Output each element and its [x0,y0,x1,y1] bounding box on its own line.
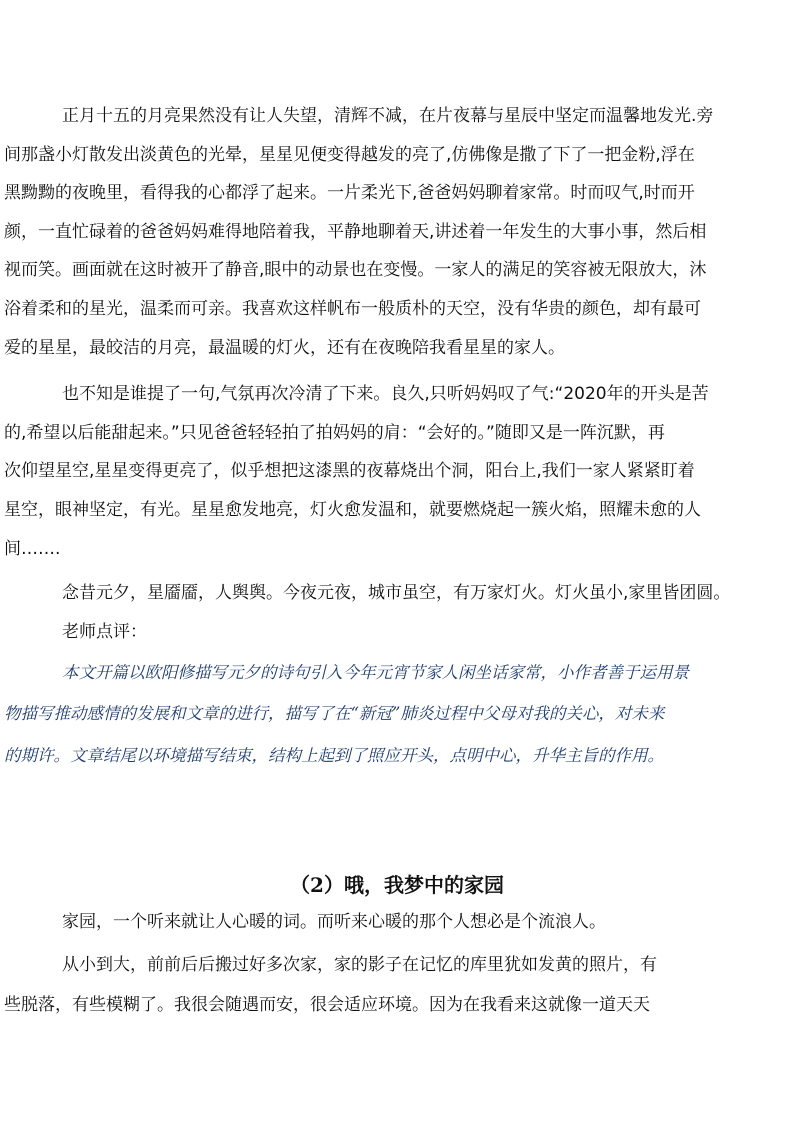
text-line: 念昔元夕，星靥靥，人舆舆。今夜元夜，城市虽空，有万家灯火。灯火虽小,家里皆团圆。 [62,583,731,603]
text-line: 颜，一直忙碌着的爸爸妈妈难得地陪着我，平静地聊着天,讲述着一年发生的大事小事，然后相 [4,222,707,242]
text-line: 些脱落，有些模糊了。我很会随遇而安，很会适应环境。因为在我看来这就像一道天天 [4,995,650,1015]
text-line: 也不知是谁提了一句,气氛再次冷清了下来。良久,只听妈妈叹了气:“2020年的开头是苦 [62,384,709,404]
comment-label: 老师点评： [62,622,147,642]
text-line: 次仰望星空,星星变得更亮了，似乎想把这漆黑的夜幕烧出个洞，阳台上,我们一家人紧紧盯着 [4,461,695,481]
text-line: 浴着柔和的星光，温柔而可亲。我喜欢这样帆布一般质朴的天空，没有华贵的颜色，却有最可 [4,299,701,319]
text-line: 视而笑。画面就在这时被开了静音,眼中的动景也在变慢。一家人的满足的笑容被无限放大，沐 [4,260,707,280]
text-line: 从小到大，前前后后搬过好多次家，家的影子在记忆的库里犹如发黄的照片，有 [62,955,657,975]
text-line: 黑黝黝的夜晚里，看得我的心都浮了起来。一片柔光下,爸爸妈妈聊着家常。时而叹气,时而开 [4,183,695,203]
text-line: 间……. [4,539,61,559]
text-line: 物描写推动感情的发展和文章的进行，描写了在“新冠”肺炎过程中父母对我的关心，对未来 [4,704,665,723]
text-line: 间那盏小灯散发出淡黄色的光晕，星星见便变得越发的亮了,仿佛像是撒了下了一把金粉,浮在 [4,145,695,165]
text-line: 的期许。文章结尾以环境描写结束，结构上起到了照应开头，点明中心，升华主旨的作用。 [4,746,664,765]
text-line: 正月十五的月亮果然没有让人失望，清辉不减，在片夜幕与星辰中坚定而温馨地发光.旁 [62,106,714,126]
text-line: 本文开篇以欧阳修描写元夕的诗句引入今年元宵节家人闲坐话家常，小作者善于运用景 [62,663,689,682]
text-line: 家园，一个听来就让人心暖的词。而听来心暖的那个人想必是个流浪人。 [62,912,606,932]
essay-title: （2）哦，我梦中的家园 [290,873,504,897]
text-line: 爱的星星，最皎洁的月亮，最温暖的灯火，还有在夜晚陪我看星星的家人。 [4,338,565,358]
text-line: 星空，眼神坚定，有光。星星愈发地亮，灯火愈发温和，就要燃烧起一簇火焰，照耀未愈的人 [4,500,701,520]
text-line: 的,希望以后能甜起来。”只见爸爸轻轻拍了拍妈妈的肩：“会好的。”随即又是一阵沉默，再 [4,423,665,443]
